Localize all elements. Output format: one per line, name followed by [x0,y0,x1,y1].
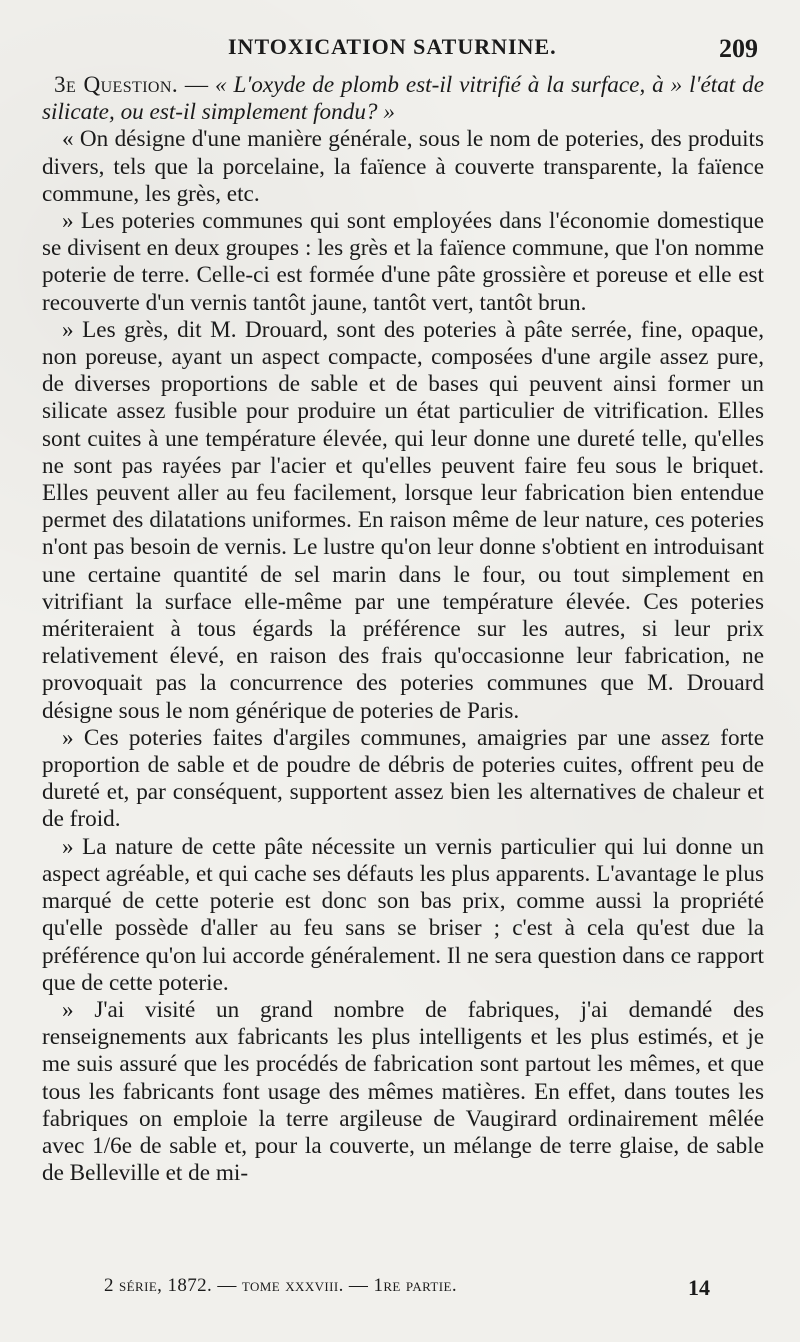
paragraph-4: » Ces poteries faites d'argiles communes, amaigries par une assez forte proportion de sable et de poudre de débris de poteries cuites, offrent peu de dureté et, par conséquent, supportent assez bien les alternatives de chaleur et de froid. [42,724,764,833]
paragraph-3: » Les grès, dit M. Drouard, sont des poteries à pâte serrée, fine, opaque, non poreuse, ayant un aspect compacte, composées d'une argile assez pure, de diverses proportions de sable et de bases qui peuvent ainsi former un silicate assez fusible pour produire un état particulier de vitrification. Elles sont cuites à une température élevée, qui leur donne une dureté telle, qu'elles ne sont pas rayées par l'acier et qu'elles peuvent faire feu sous le briquet. Elles peuvent aller au feu facilement, lorsque leur fabrication bien entendue permet des dilatations uniformes. En raison même de leur nature, ces poteries n'ont pas besoin de vernis. Le lustre qu'on leur donne s'obtient en introduisant une certaine quantité de sel marin dans le four, ou tout simplement en vitrifiant la surface elle-même par une température élevée. Ces poteries mériteraient à tous égards la préférence sur les autres, si leur prix relativement élevé, en raison des frais qu'occasionne leur fabrication, ne provoquait pas la concurrence des poteries communes que M. Drouard désigne sous le nom générique de poteries de Paris. [42,316,764,724]
page-footer [0,1275,800,1305]
paragraph-5: » La nature de cette pâte nécessite un vernis particulier qui lui donne un aspect agréable, et qui cache ses défauts les plus apparents. L'avantage le plus marqué de cette poterie est donc son bas prix, comme aussi la propriété qu'elle possède d'aller au feu sans se briser ; c'est à cela qu'est due la préférence qu'on lui accorde généralement. Il ne sera question dans ce rapport que de cette poterie. [42,833,764,996]
footer-signature: 14 [688,1275,710,1300]
page-number: 209 [719,34,758,63]
paragraph-6: » J'ai visité un grand nombre de fabriques, j'ai demandé des renseignements aux fabricants les plus intelligents et les plus estimés, et je me suis assuré que les procédés de fabrication sont partout les mêmes, et que tous les fabricants font usage des mêmes matières. En effet, dans toutes les fabriques on emploie la terre argileuse de Vaugirard ordinairement mêlée avec 1/6e de sable et, pour la couverte, un mélange de terre glaise, de sable de Belleville et de mi- [42,996,764,1187]
running-title: INTOXICATION SATURNINE. [228,34,557,59]
question-paragraph [42,72,764,126]
main-text [42,72,764,1187]
paragraph-1: « On désigne d'une manière générale, sous le nom de poteries, des produits divers, tels que la porcelaine, la faïence à couverte transparente, la faïence commune, les grès, etc. [42,126,764,207]
question-text: « L'oxyde de plomb est-il vitrifié à la surface, à » l'état de silicate, ou est-il simplement fondu? » [42,72,765,126]
question-label: 3e Question. [54,72,179,98]
paragraph-2: » Les poteries communes qui sont employées dans l'économie domestique se divisent en deux groupes : les grès et la faïence commune, que l'on nomme poterie de terre. Celle-ci est formée d'une pâte grossière et poreuse et elle est recouverte d'un vernis tantôt jaune, tantôt vert, tantôt brun. [42,208,764,316]
footer-series: 2 série, 1872. — tome xxxviii. — 1re partie. [104,1275,457,1296]
question-dash: — [178,72,215,98]
running-header [42,34,764,72]
